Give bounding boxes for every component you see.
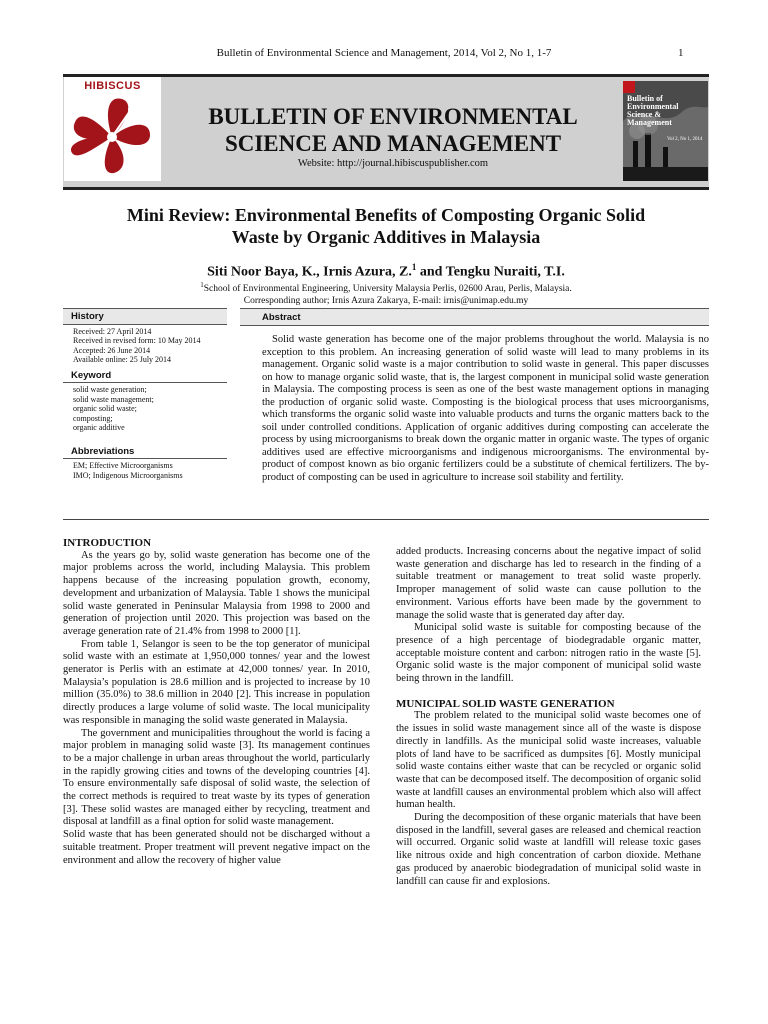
article-title: Mini Review: Environmental Benefits of Composting Organic Solid Waste by Organic Additives in Malaysia — [126, 205, 646, 247]
history-item: Received in revised form: 10 May 2014 — [73, 336, 201, 345]
body-column-left — [63, 537, 370, 867]
history-heading: History — [63, 308, 227, 325]
paragraph: As the years go by, solid waste generation has become one of the major problems across the world, including Malaysia. This problem happens because of the increasing population growth, economy, development and urbanization of Malaysia. Table 1 shows the municipal solid waste generated in Peninsular Malaysia from 1998 to 2000 and generation of projection until 2020. This projection was based on the average generation rate of 21.4% from 1998 to 2000 [1]. — [63, 549, 370, 637]
running-head: Bulletin of Environmental Science and Management, 2014, Vol 2, No 1, 1-7 — [216, 47, 552, 59]
paragraph: During the decomposition of these organic materials that have been disposed in the landfill, several gases are released and chemical reaction will occurred. Organic solid waste at landfill will release toxic gases like nitrous oxide and high concentration of carbon dioxide. Methane gas produced by anaerobic biodegradation of municipal solid waste in landfill can cause fir and explosions. — [396, 812, 701, 887]
paragraph: The government and municipalities throughout the world is facing a major problem in managing solid waste [3]. Its management continues to be a major challenge in urban areas throughout the world, particularly in the rapidly growing cities and towns of the developing countries [4]. To ensure environmentally safe disposal of solid waste, the selection of the correct methods is required to treat waste by its types of generation [3]. These solid wastes are managed either by recycling, treatment and disposal at landfill as a final option for solid waste management. — [63, 727, 370, 828]
journal-banner — [63, 74, 709, 190]
abbreviations-list — [63, 459, 227, 480]
history-list — [63, 325, 227, 365]
paragraph: Solid waste that has been generated should not be discharged without a suitable treatment. Proper treatment will prevent negative impact on the environment and allow the recovery of higher value — [63, 829, 370, 866]
paragraph: Municipal solid waste is suitable for composting because of the presence of a high percentage of biodegradable organic matter, acceptable moisture content and carbon: nitrogen ratio in the waste [5]. Organic solid waste is the major component of municipal solid waste being thrown in the landfill. — [396, 622, 701, 685]
logo-text: HIBISCUS — [84, 80, 141, 92]
history-item: Available online: 25 July 2014 — [73, 355, 172, 364]
abstract-text: Solid waste generation has become one of the major problems throughout the world. Malaysia is no exception to this problem. An increasing generation of solid waste will lead to many problems in its management. Organic solid waste is a major contribution to solid waste in general. This paper discusses on how to manage organic solid waste, that is, the largest component in municipal solid waste generation in Malaysia. The composting process is seen as one of the best waste management options in managing the production of organic solid waste. Composting is the biological process that uses microorganisms, which transforms the organic solid waste into valuable products and turns the organic matters back to the soil under controlled conditions. Application of organic additives during composting can accelerate the process by using microorganisms to break down the organic matter in organic waste. The types of organic additives used are effective microorganisms and indigenous microorganisms. The environmental by-product of compost known as bio organic fertilizers could be a substitute of chemical fertilizers. The by-product of composting can be used in agriculture to increase soil stability and fertility. — [262, 334, 709, 483]
abbreviation-item: IMO; Indigenous Microorganisms — [73, 470, 183, 480]
page-number: 1 — [678, 47, 684, 59]
abbreviation-item: EM; Effective Microorganisms — [73, 461, 173, 470]
article-info-sidebar — [63, 308, 227, 480]
authors: Siti Noor Baya, K., Irnis Azura, Z.$^1$ and Tengku Nuraiti, T.I. — [207, 262, 565, 280]
history-item: Received: 27 April 2014 — [73, 326, 152, 336]
corresponding-author: Corresponding author; Irnis Azura Zakarya, E-mail: irnis@unimap.edu.my — [243, 296, 529, 307]
keyword-item: organic solid waste; — [73, 404, 137, 413]
journal-website: Website: http://journal.hibiscuspublisher.com — [297, 158, 489, 169]
abbreviations-heading: Abbreviations — [63, 444, 227, 460]
journal-cover-image — [623, 81, 708, 181]
keyword-item: solid waste generation; — [73, 385, 147, 394]
keyword-item: solid waste management; — [73, 394, 154, 404]
cover-issue: Vol 2, No 1, 2014 — [667, 137, 703, 142]
journal-title: BULLETIN OF ENVIRONMENTAL SCIENCE AND MANAGEMENT — [208, 104, 578, 156]
cover-title: Bulletin of Environmental Science & Management — [627, 94, 679, 127]
keyword-item: organic additive — [73, 423, 125, 432]
paragraph: The problem related to the municipal solid waste becomes one of the issues in solid waste management since all of the waste is dispose directly in landfills. As the municipal solid waste increases, valuable plots of land have to be sacrificed as dumpsites [6]. Mostly municipal solid waste contains either waste that can be recycled or organic solid waste that can be decomposed itself. The decomposition of organic solid waste at landfill causes an environmental problem which also will affect human health. — [396, 710, 701, 811]
hibiscus-logo — [64, 77, 161, 181]
paragraph: From table 1, Selangor is seen to be the top generator of municipal solid waste with an estimate at 1,950,000 tonnes/ year and the lowest generator is Perlis with an estimate at 42,000 tonnes/ year. In 2010, Malaysia’s population is 28.6 million and is projected to increase by 10 million (35.0%) to 38.6 million in 2040 [2]. This increase in population directly produces a large volume of solid waste. The local municipality was responsible in managing the solid waste generated in Malaysia. — [63, 638, 370, 726]
keyword-list — [63, 383, 227, 433]
abstract-heading: Abstract — [240, 308, 709, 326]
abstract-section — [240, 308, 709, 484]
hibiscus-flower-icon — [64, 77, 161, 181]
body-column-right — [396, 546, 701, 888]
affiliation: $^1$School of Environmental Engineering, University Malaysia Perlis, 02600 Arau, Perlis, Malaysia. Corresponding author; Irnis Azura Zakarya, E-mail: irnis@unimap.edu.my — [63, 279, 709, 307]
history-item: Accepted: 26 June 2014 — [73, 345, 151, 355]
msw-generation-heading: MUNICIPAL SOLID WASTE GENERATION — [396, 697, 615, 710]
keyword-item: composting; — [73, 413, 113, 423]
section-divider — [63, 519, 709, 520]
keyword-heading: Keyword — [63, 368, 227, 384]
paragraph: added products. Increasing concerns about the negative impact of solid waste generation and discharge has led to research in the finding of a suitable treatment or management to treat solid waste properly. Improper management of solid waste can cause pollution to the environment. Various efforts have been made by the government to manage the solid waste that is generated day after day. — [396, 546, 701, 621]
introduction-heading: INTRODUCTION — [63, 537, 152, 549]
